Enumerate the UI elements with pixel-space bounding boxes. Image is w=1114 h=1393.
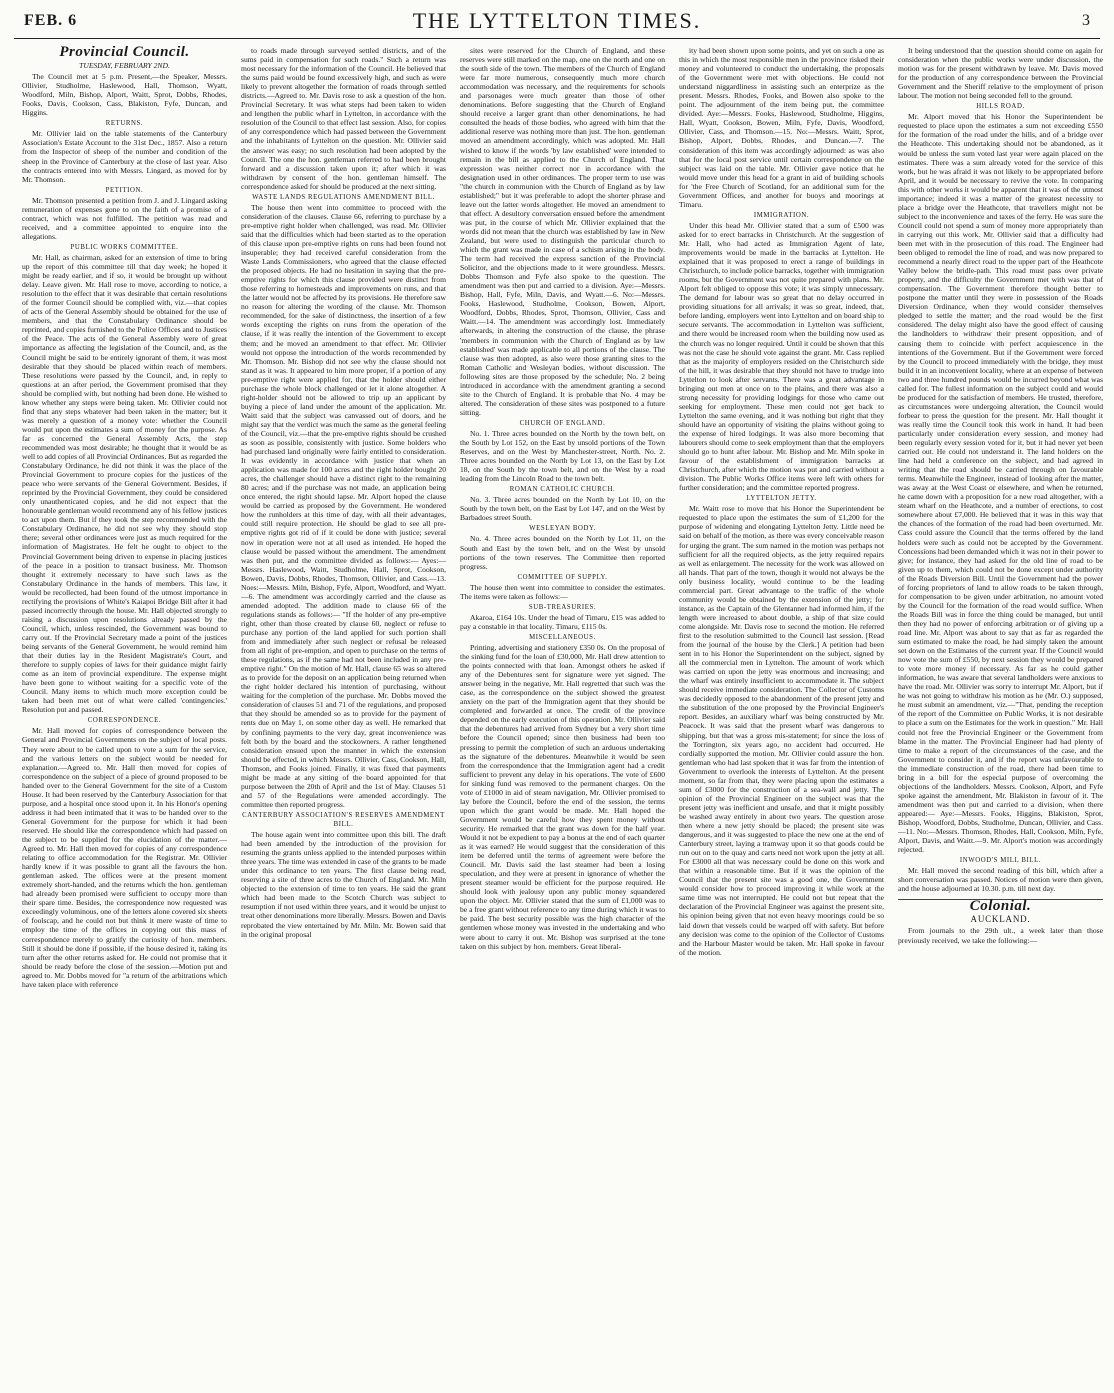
paragraph: sites were reserved for the Church of England, and these reserves were still marked on the map, one on the north and one on the south side of the town. The members of the Church of England were far more numerous, consequently much more church accommodation was necessary, and the requirements for schools and parsonages were much greater than those of other denominations. Before suggesting that the Church of England should receive a larger grant than other denominations, he had consulted the heads of those bodies, who agreed with him that the additional reserve was nothing more than just. The hon. gentleman moved an amendment accordingly, which was adopted. Mr. Hall wished to know if the words 'by law established' were intended to remain in the bill as applied to the Church of England. That expression was neither correct nor in accordance with the designation used in other ordinances. The proper term to use was "the church in communion with the Church of England as by law established;" but it was preferable to adopt the shorter phrase and leave out the latter words altogether. He moved an amendment to that effect. A desultory conversation ensued before the amendment was put, in the course of which Mr. Ollivier explained that the words did not mean that the church was established by law in New Zealand, but were used to distinguish the particular church to which the grant was made in case of a schism arising in the body. The term had received the express sanction of the Provincial Solicitor, and the objections made to it were groundless. Messrs. Dobbs Thomson and Fyfe also spoke to the question. The amendment was then put and carried to a division. Aye:—Messrs. Bishop, Hall, Fyfe, Miln, Davis, and Wyatt.—6. No:—Messrs. Fooks, Haslewood, Studholme, Cookson, Bowen, Alport, Woodford, Dobbs, Rhodes, Sprot, Thomson, Ollivier, Cass and Waitt.—14. The amendment was accordingly lost. Immediately afterwards, in altering the construction of the clause, the phrase 'members in communion with the Church of England as by law established' was made applicable to all portions of the clause. The clause was then adopted, as also were those granting sites to the Roman Catholic and Wesleyan bodies, without discussion. The following sites are those proposed by the schedule; No. 2 being introduced in accordance with the amendment granting a second site to the Church of England. It is probable that No. 4 may be altered. The consideration of these sites was postponed to a future sitting. bbox=[460, 46, 665, 417]
paragraph: The house then went into committee to proceed with the consideration of the clauses. Clause 66, referring to purchase by a pre-emptive right holder when challenged, was read. Mr. Ollivier said that the difficulties which had been started as to the operation of this clause upon pre-emptive rights on runs had been found not insuperable; they had received careful consideration from the Waste Lands Commissioners, who agreed that the clause effected the proposed objects. He had no hesitation in saying that the pre-emptive rights for which this clause provided were distinct from those referring to homesteads and improvements on runs, and that the latter would not be affected by its provisions. He therefore saw no reason for altering the wording of the clause. Mr. Thomson recommended, for the sake of distinctness, the insertion of a few words excepting the rights on runs from the operation of the clause, if it was really the intention of the Government to except them; and he moved an amendment to that effect. Mr. Ollivier would not oppose the introduction of the words recommended by Mr. Thomson. Mr. Bishop did not see why the clause should not stand as it was. It appeared to him more proper, if a portion of any pre-emptive right were applied for, that the holder should either purchase the whole block challenged or let it alone altogether. A right-holder should not be allowed to trip up an applicant by buying a piece of land under the amount of the application. Mr. Waitt said that the subject was canvassed out of doors, and he might say that the verdict was much the same as the general feeling of the Council, viz.—that the pre-emptive rights should be crushed as soon as possible, consistently with justice. Some holders who had purchased land originally were fairly entitled to consideration. It was evidently in accordance with justice that when an application was made for 100 acres and the right holder bought 20 acres, the challenger should have a distinct right to the remaining 80 acres; and if the purchase was not made, an application being once entered, the right should lapse. Mr. Alport hoped the clause would be carried as proposed by the Government. He wondered how the runholders at this time of day, with all their advantages, could still require protection. He should be glad to see all pre-emptive rights got rid of if it could be done with justice; several now in operation were not at all used as intended. He hoped the clause would be passed without the amendment. The amendment was then put, and the committee divided as follows:— Ayes:—Messrs. Haslewood, Waitt, Studholme, Hall, Sprot, Cookson, Bowen, Davis, Dobbs, Rhodes, Thomson, Ollivier, and Cass.—13. Noes:—Messrs. Miln, Bishop, Fyfe, Alport, Woodford, and Wyatt.—6. The amendment was accordingly carried and the clause as amended adopted. The addition made to clause 66 of the regulations stands as follows:— "If the holder of any pre-emptive right, other than those created by clause 60, neglect or refuse to purchase any portion of the land applied for such portion shall from and immediately after such neglect or refusal be released from all right of pre-emption, and open to purchase on the terms of these regulations, as if the same had not been included in any pre-emptive right." On the motion of Mr. Hall, clause 65 was so altered as to provide for the deposit on an application being returned when the right holder declared his intention of purchasing, without waiting for the completion of the purchase. Mr. Dobbs moved the consideration of clauses 51 and 71 of the regulations, and proposed that they should be amended so as to provide for the payment of rents due on May 1, on some other day as well. He remarked that by confining payments to the very day, great inconvenience was felt both by the board and the stockowners. A rather lengthened consideration ensued upon the manner in which the extension should be effected, in which Messrs. Ollivier, Cass, Cookson, Hall, Thomson, and Fooks joined. Finally, it was fixed that payments might be made at any sitting of the board appointed for that purpose between the 20th of April and the 1st of May. Clauses 51 and 57 of the Regulations were amended accordingly. The committee then reported progress. bbox=[241, 202, 446, 809]
subheading: HILLS ROAD. bbox=[976, 103, 1025, 111]
paragraph: Mr. Ollivier laid on the table statements of the Canterbury Association's Estate Account to the 31st Dec., 1857. Also a return from the Inspector of sheep of the number and condition of the sheep in the Province of Canterbury at the close of last year. Also the contracts entered into with Messrs. Lingard, as moved for by Mr. Thomson. bbox=[22, 129, 227, 184]
subheading: CHURCH OF ENGLAND. bbox=[519, 419, 606, 427]
paragraph: Under this head Mr. Ollivier stated that a sum of £500 was asked for to erect barracks in Christchurch. At the suggestion of Mr. Hall, who had acted as Immigration Agent of late, improvements would be made in the barracks at Lyttelton. He explained that it was proposed to erect a range of buildings in Christchurch, to include police barracks, together with immigration rooms, but the Government was not quite prepared with plans. Mr. Alport felt obliged to oppose this vote; it was simply unnecessary. The demand for labour was so great that no delay occurred in providing situations for all arrivals; it was so great, indeed, that, before landing, employers went into Lyttelton and on board ship to secure servants. The accommodation in Lyttelton was sufficient, and there would be increased room when the building now used as the church was no longer required. Until it could be shown that this was not the case he should vote against the grant. Mr. Cass replied that as the majority of employers resided on the Christchurch side of the hill, it was desirable that they should not have to trudge into Lyttelton to look after servants. There was a great advantage in bringing out men at once on to the plains, and there was also a strong necessity for providing lodgings for those who came out seeking for employment. These men could not get back to Lyttelton the same evening, and it was nothing but right that they should have an opportunity of visiting the plains without going to the expense of hired lodgings. It was also more becoming that labourers should come to seek employment than that the employers should go to hunt after labour. Mr. Bishop and Mr. Miln spoke in favour of the establishment of immigration barracks at Christchurch, after which the motion was put and carried without a division. The Public Works Office items were left with others for further consideration; and the committee reported progress. bbox=[679, 220, 884, 493]
subheading: LYTTELTON JETTY. bbox=[746, 495, 817, 503]
subheading: WASTE LANDS REGULATIONS AMENDMENT BILL. bbox=[252, 193, 435, 201]
paragraph: The house again went into committee upon this bill. The draft had been amended by the introduction of the provision for resuming the grants unless applied to the intended purposes within three years. The time was extended in case of the grants to be made under this ordinance to ten years. The first clause being read, reserving a site of three acres to the Church of England. Mr. Miln objected to the extension of time to ten years. He said the grant which had been made to the Scotch Church was subject to resumption if not used within three years, and it would be unjust to treat other denominations more liberally. Messrs. Bowen and Davis reprobated the view entertained by Mr. Miln. Mr. Bowen said that in the original proposal bbox=[241, 830, 446, 939]
subheading: INWOOD'S MILL BILL. bbox=[959, 857, 1042, 865]
paragraph: From journals to the 29th ult., a week later than those previously received, we take the following:— bbox=[898, 926, 1103, 945]
column-4 bbox=[679, 46, 884, 1381]
paragraph: Mr. Hall moved the second reading of this bill, which after a short conversation was passed. Notices of motion were then given, and the house adjourned at 10.30. p.m. till next day. bbox=[898, 866, 1103, 894]
paragraph: Mr. Waitt rose to move that his Honor the Superintendent be requested to place upon the estimates the sum of £1,200 for the purpose of widening and elongating Lyttelton Jetty. Little need be said on behalf of the motion, as there was every conceivable reason for urging the grant. The sum named in the motion was perhaps not sufficient for all the required objects, as the jetty required repairs as well as enlargement. The necessity for the work was allowed on all hands. That part of the town, though it would not always be the only business locality, would continue to be the leading commercial part. Great advantage to the traffic of the whole community would be obtained by the extension of the jetty; for instance, as the Captain of the Glentanner had informed him, if the length were increased to about double, a ship of that size could come alongside. Mr. Davis rose to second the motion. He referred first to the resolution submitted to the Council last session. [Read from the journal of the house by the Clerk.] A petition had been sent in to his Honor the Superintendent on the subject, signed by all the commercial men in Lyttelton. The amount of work which was carried on upon the jetty was enormous and increasing; and the wharf was entirely insufficient to accommodate it. The subject should receive immediate consideration. The Collector of Customs was decidedly opposed to the abandonment of the present jetty and the substitution of the one proposed by the Provincial Engineer's report. Besides, an auxiliary wharf was being constructed by Mr. Peacock. It was said that the present wharf was dangerous to shipping, but that was a gross mis-statement; for since the loss of the Torrington, six years ago, no accident had occurred. He cordially supported the motion. Mr. Ollivier could assure the hon. gentleman who had last spoken that it was far from the intention of Government to overlook the interests of Lyttelton. At the present moment, so far from that, they were placing upon the estimates a sum of £3000 for the construction of a sea-wall and jetty. The opinion of the Provincial Engineer on the subject was that the present jetty was inefficient and unsafe, and that it might possibly be washed away entirely in about two years. The question arose then where a new jetty should be placed; the present site was dangerous, and it was suggested to place the new one at the end of Canterbury street, laying a tramway upon it so that goods could be run out on to the quay and carts need not work upon the jetty at all. For £3000 all that was necessary could be done on this work and that within a reasonable time. But if it was the opinion of the Council that the present site was a good one, the Government would consider how to proceed improving it while work at the same time was not interrupted. He could not but repeat that the declaration of the Provincial Engineer was against the present site, his opinion being given that not even heavy moorings could be so laid down that vessels could be warped off with safety. But before any decision was come to the opinion of the Collector of Customs and the Harbour Master would be taken. Mr. Hall spoke in favour of the motion. bbox=[679, 504, 884, 957]
columns bbox=[22, 46, 1102, 1381]
subheading: ROMAN CATHOLIC CHURCH. bbox=[509, 486, 616, 494]
paragraph: Printing, advertising and stationery £350 0s. On the proposal of the sinking fund for the loan of £30,000, Mr. Hall drew attention to the points connected with that loan. Amongst others he asked if any of the Debentures sent for signature were yet signed. The answer being in the negative, Mr. Hall regretted that such was the case, as the correspondence on the subject showed the greatest anxiety on the part of the Immigration agent that they should be completed and forwarded at once. The credit of the province depended on the early execution of this operation. Mr. Ollivier said that the debentures had arrived from Sydney but a very short time before the Council opened; since then business had been too pressing to permit the completion of such an arduous undertaking as the signature of the debentures. Meanwhile it would be seen from the correspondence that the Immigration agent had a credit sufficient to prevent any delay in his operations. The vote of £600 for sinking fund was removed to the permanent charges. On the vote of £1000 in aid of steam navigation, Mr. Ollivier promised to lay before the Council, before the end of the session, the terms upon which the grant would be made. Mr. Hall hoped the Government would be careful how they spent money without security. He remarked that the grant was down for the half year. Would it not be expedient to pay a bonus at the end of each quarter as it was earned? He would suggest that the consideration of this item be deferred until the terms of agreement were before the Council. Mr. Davis said the last steamer had been a losing speculation, and they were at present in ignorance of whether the present steamer would be efficient for the purpose required. He should look with jealousy upon any public money squandered upon the object. Mr. Ollivier stated that the sum of £1,000 was to be a free grant without reference to any time during which it was to be paid. The best security possible was the high character of the gentlemen whose money was invested in the undertaking and who were about to carry it out. Mr. Bishop was surprised at the tone taken on this subject by hon. members. Great liberal- bbox=[460, 643, 665, 951]
paragraph: Mr. Hall, as chairman, asked for an extension of time to bring up the report of this committee till that day week; he hoped it might be ready earlier, and if so, it would be brought up without delay. Leave given. Mr. Hall rose to move, according to notice, a resolution to the effect that it was desirable that certain resolutions of the former Council should be complied with, viz.—that copies of acts of the General Assembly should be obtained for the use of members, and that the Constabulary Ordinance should be reprinted, and copies furnished to the Police Offices and to Justices of the Peace. The acts of the General Assembly were of great importance as affecting the legislation of the Council, and, as the Council might be said to be entirely ignorant of them, it was most desirable that they should be placed within reach of members. These resolutions were passed by the Council, and, in reply to questions at an after period, the Government promised that they should be complied with, but nothing had been done. He wished to know whether any steps were being taken. Mr. Ollivier could not find that any steps whatever had been taken in the matter; but it was merely a question of a money vote: whether the Council would put upon the estimates a sum of money for the purpose. As far as concerned the General Assembly Acts, the step recommended was most desirable; he thought that it would be as well to add copies of all Provincial Ordinances. But as regarded the Constabulary Ordinance, he did not think it was the place of the Provincial Government to procure copies for the justices of the peace who were servants of the General Government. Besides, if reprinted by the Provincial Government, they could be considered only unauthenticated copies, and he did not expect that the honourable gentleman would recommend any of his fellow justices to act upon them. But if they took the step recommended with the Constabulary Ordinance, he did not see why they should stop there; several other ordinances were just as much required for the information of Magistrates. He felt he ought to object to the Provincial Government being driven to expense in placing justices of the peace in a position to transact business. Mr. Thomson thought it extremely necessary to have such laws as the Constabulary Ordinance in the hands of members. This law, it would be recollected, had been found of the utmost importance in rectifying the provisions of White's Kaiapoi Bridge Bill after it had passed incorrectly through the house. Mr. Hall objected strongly to raising a discussion upon resolutions already passed by the Council, which, unless rescinded, the Government was bound to carry out. If the Provincial Secretary made a point of the justices being servants of the General Government, he would remind him that their duties lay in the Resident Magistrate's Court, and therefore to supply copies of laws for their guidance might fairly come as an item of provincial expenditure. The expense might have been gone to without waiting for a specific vote of the Council. Many items to which much more exception could be taken had been met out of what were called 'contingencies.' Resolution put and passed. bbox=[22, 252, 227, 715]
paragraph: It being understood that the question should come on again for consideration when the public works were under discussion, the motion was for the present withdrawn by leave. Mr. Davis moved for the production of any correspondence between the Provincial Government and the Sheriff relative to the employment of prison labour. The motion not being seconded fell to the ground. bbox=[898, 46, 1103, 101]
subheading: CORRESPONDENCE. bbox=[87, 717, 162, 725]
paragraph: ity had been shown upon some points, and yet on such a one as this in which the most responsible men in the province risked their money and volunteered to conduct the undertaking, the proposals of the Government were met with objections. He could not understand niggardliness in assisting such an enterprize as the present. Messrs. Rhodes, Fooks, and Bowen also spoke to the point. The adjournment of the item being put, the committee divided. Aye:—Messrs. Fooks, Haslewood, Studholme, Higgins, Hall, Wyatt, Cookson, Bowen, Miln, Fyfe, Davis, Woodford, Ollivier, Cass, and Thomson.—15. No:—Messrs. Waitt, Sprot, Bishop, Alport, Dobbs, Rhodes, and Duncan.—7. The consideration of this item was accordingly adjourned: as was also that for the local post service until certain correspondence on the subject was laid on the table. Mr. Ollivier gave notice that he would move under this head for a grant in aid of building schools for 'the Free Church of Scotland, for an additional sum for the Government Offices, and another for buoys and moorings at Timaru. bbox=[679, 46, 884, 209]
newspaper-title: THE LYTTELTON TIMES. bbox=[412, 8, 702, 33]
section-heading: Provincial Council. bbox=[59, 46, 190, 60]
subheading: CANTERBURY ASSOCIATION'S RESERVES AMENDMENT BILL. bbox=[242, 811, 445, 828]
column-3 bbox=[460, 46, 665, 1381]
paragraph: Mr. Hall moved for copies of correspondence between the General and Provincial Governments on the subject of local posts. They were about to be called upon to vote a sum for the service, and the various letters on the subject would be needed for explanation.—Agreed to. Mr. Hall then moved for copies of correspondence on the subject of a piece of ground proposed to be handed over to the General Government for the site of a Custom House. It had been reserved by the Canterbury Association for that purpose, and a hospital once stood upon it. In his Honor's opening address it had been intimated that it was to be handed over to the General Government for the purpose for which it had been reserved. He should like the correspondence which had passed on the subject to be supplied for the elucidation of the matter.—Agreed to. Mr. Hall then moved for copies of any correspondence relating to office accommodation for the Registrar. Mr. Ollivier hardly knew if it was possible to grant all the favours the hon. gentleman asked. The offices were at the present moment extremely short-handed, and the returns which the hon. gentleman had already been promised were sufficient to occupy more than their spare time. Besides, the correspondence now requested was exceedingly voluminous, one of the letters alone covered six sheets of foolscap, and he could not but think it mere waste of time to employ the time of the offices in copying out this mass of correspondence merely to gratify the curiosity of hon. members. Still it should be done if possible, if the house desired it, taking its turn after the other returns asked for. He could not promise that it should be ready before the close of the session.—Motion put and agreed to. Mr. Dobbs moved for "a return of the arbitrations which have taken place with reference bbox=[22, 726, 227, 989]
subheading: AUCKLAND. bbox=[970, 914, 1031, 925]
column-5 bbox=[898, 46, 1103, 1381]
paragraph: Mr. Alport moved that his Honor the Superintendent be requested to place upon the estimates a sum not exceeding £550 for the formation of the road under the hills, and of a bridge over the Heathcote. This undertaking should not be abandoned, as it would be unless the sum voted last year were again placed on the estimates. There was a sum already voted for the service of this work, but he was afraid it was not likely to be appropriated before April, and it would be necessary to revive the vote. In comparing this with other works it would be apparent that it was of the utmost importance; indeed it was a matter of the greatest necessity to place a bridge over the Heathcote, that travellers might not be subject to the inconvenience and taxes of the ferry. He was sure the Council could not spend a sum of money more appropriately than in carrying out this work. Mr. Ollivier said that a difficulty had been met with in the prosecution of this road. The Engineer had been obliged to remodel the line of road, and was now prepared to recommend a nearly direct road to the upper part of the Heathcote Valley below the bridle-path. This road must pass over private property, and the difficulty the Government met with was that of compensation. The Government therefore thought better to postpone the matter until they were in possession of the Roads Diversion Ordinance, when they would consider themselves pledged to settle the matter; and the road would be the first considered. The delay might also have the good effect of causing the landholders to withdraw their present opposition, and of causing them to coincide with perfect acquiescence in the intentions of the Government. But if the Government were forced by the Council to proceed immediately with the bridge, they must build it in an inconvenient locality, where at an expense of between two and three hundred pounds would be incurred beyond what was called for. The fullest information on the subject could and would be produced for the satisfaction of members. He trusted, therefore, as circumstances were undergoing alteration, the Council would forbear to press the question for the present. Mr. Hall thought it was really time the Council took this work in hand. It had been particularly under consideration every session, and money had been regularly every session voted for it, but it had never yet been carried out. He could not understand it. The land holders on the line had held a conference on the subject, and had agreed in writing that the road should be carried through on favourable terms. Meanwhile the Engineer, instead of looking after the matter, was away at the West Coast or elsewhere, and when he returned, he came down with a proposition for a new road altogether, with a steam wharf on the Heathcote, and a number of erections, to cost somewhere about £7,000. He believed that it was in this way that the chances of the formation of the road had been overturned. Mr. Cass could assure the Council that the terms offered by the land holders were such as could not be accepted by the Government. Concessions had been demanded which it was not in their power to give; for instance, they had asked for the old line of road to be given up to them, which could not be done except under authority of the Roads Diversion Bill. Until the Government had the power of forcing proprietors of land to allow roads to be taken through, for compensation to be given under arbitration, no amount voted by the Council for the formation of the road would suffice. When the Roads Bill was in force the thing could be managed, but until then they had no power of enforcing arbitration or of giving up a road line. Mr. Alport was about to say that as far as regarded the sum estimated to make the road, he had simply taken the amount set down on the Estimates of the current year. If the Council would now vote the sum of £550, by next session they would be prepared to vote more money if necessary. As far as he could gather information, he was aware that several landholders were anxious to have the road. Mr. Ollivier was sorry to interrupt Mr. Alport, but if he was not going to withdraw his motion as he (Mr. O.) supposed, he must submit an amendment, viz.—"That, pending the reception of the report of the Committee on Public Works, it is not desirable to place a sum on the Estimates for the work in question." Mr. Hall could not free the Provincial Engineer or the Government from blame in the matter. The Provincial Engineer had had plenty of time to make a report of the circumstances of the case, and the Government to consider it, and if the report was unfavourable to the immediate construction of the road, there had been time to bring in a bill for the especial purpose of overcoming the objections of the landholders. Messrs. Cookson, Alport, and Fyfe spoke against the amendment, Mr. Blakiston in favour of it. The amendment was then put and carried to a division, when there appeared:— Aye:—Messrs. Fooks, Higgins, Blakiston, Sprot, Bishop, Woodford, Dobbs, Studholme, Duncan, Ollivier, and Cass.—11. No:—Messrs. Thomson, Rhodes, Hall, Cookson, Miln, Fyfe, Alport, Davis, and Waitt.—9. Mr. Alport's motion was accordingly rejected. bbox=[898, 112, 1103, 855]
session-date: TUESDAY, FEBRUARY 2ND. bbox=[79, 61, 170, 71]
subheading: SUB-TREASURIES. bbox=[528, 603, 597, 611]
section-heading: Colonial. bbox=[969, 898, 1032, 915]
paragraph: No. 1. Three acres bounded on the North by the town belt, on the South by Lot 152, on the East by unsold portions of the Town Reserves, and on the West by Manchester-street, North. No. 2. Three acres bounded on the North by Lot 13, on the East by Lot 18, on the South by the town belt, and on the West by a road leading from the Lincoln Road to the town belt. bbox=[460, 428, 665, 484]
paragraph: Mr. Thomson presented a petition from J. and J. Lingard asking remuneration of expenses gone to on the faith of a promise of a contract, which was not fulfilled. The petition was read and received, and a committee appointed to enquire into the allegations. bbox=[22, 195, 227, 241]
masthead bbox=[14, 6, 1100, 36]
page-number: 3 bbox=[1082, 12, 1090, 29]
issue-date: FEB. 6 bbox=[24, 12, 78, 29]
subheading: RETURNS. bbox=[105, 120, 144, 128]
paragraph: No. 4. Three acres bounded on the North by Lot 11, on the South and East by the town belt, and on the West by unsold portions of the town reserves. The Committee then reported progress. bbox=[460, 534, 665, 571]
paragraph: The house then went into committee to consider the estimates. The items were taken as follows:— bbox=[460, 582, 665, 601]
paragraph: to roads made through surveyed settled districts, and of the sums paid in compensation for such roads." Such a return was most necessary for the information of the Council. He believed that the sums paid would be found excessively high, and such as were likely to prevent altogether the formation of roads through settled districts.—Agreed to. Mr. Davis rose to ask a question of the hon. Provincial Secretary. It was what steps had been taken to widen and lengthen the public wharf in Lyttelton, in accordance with the resolution of the Council to that effect last session. Also, for copies of any correspondence which had passed between the Government and the inhabitants of Lyttelton on the question. Mr. Ollivier said the answer was easy; no such resolution had been adopted by the Council. The one the hon. gentleman referred to had been brought forward and a discussion taken upon it; after which it was withdrawn by consent of the hon. gentleman himself. The correspondence asked for should be produced at the next sitting. bbox=[241, 46, 446, 191]
subheading: PUBLIC WORKS COMMITTEE. bbox=[70, 243, 179, 251]
subheading: COMMITTEE OF SUPPLY. bbox=[517, 573, 608, 581]
subheading: WESLEYAN BODY. bbox=[529, 525, 596, 533]
paragraph: Akaroa, £164 10s. Under the head of Timaru, £15 was added to pay a constable in that locality. Timaru, £115 0s. bbox=[460, 612, 665, 631]
subheading: PETITION. bbox=[105, 186, 144, 194]
paragraph: The Council met at 5 p.m. Present,—the Speaker, Messrs. Ollivier, Studholme, Haslewood, Hall, Thomson, Wyatt, Woodford, Miln, Bishop, Alport, Waitt, Sprot, Dobbs, Rhodes, Fooks, Davis, Cookson, Cass, Blakiston, Fyfe, Duncan, and Higgins. bbox=[22, 72, 227, 118]
paragraph: No. 3. Three acres bounded on the North by Lot 10, on the South by the town belt, on the East by Lot 147, and on the West by Barbadoes street South. bbox=[460, 495, 665, 523]
column-2 bbox=[241, 46, 446, 1381]
masthead-rule bbox=[14, 38, 1100, 39]
subheading: IMMIGRATION. bbox=[753, 211, 810, 219]
column-1 bbox=[22, 46, 227, 1381]
subheading: MISCELLANEOUS. bbox=[529, 633, 596, 641]
